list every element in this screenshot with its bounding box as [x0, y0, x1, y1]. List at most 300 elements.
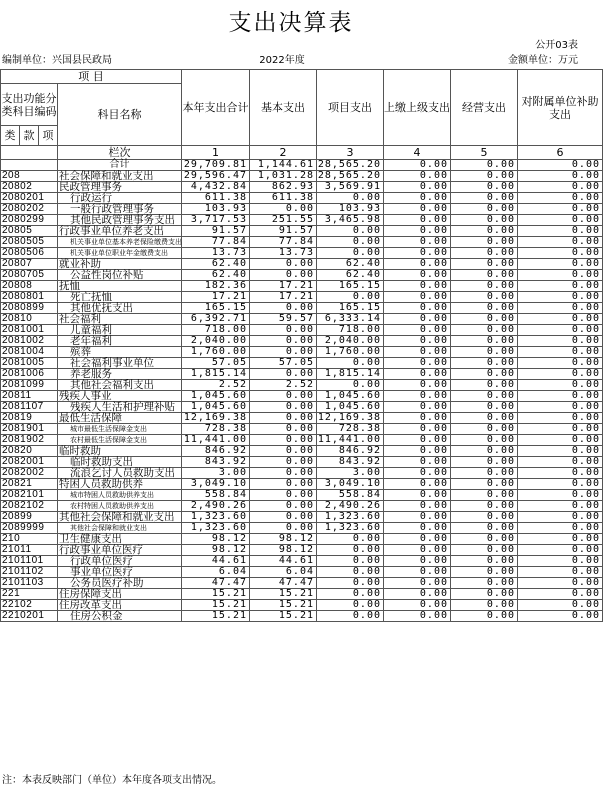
row-business: 0.00 [451, 336, 518, 347]
row-basic: 15.21 [250, 600, 317, 611]
row-name: 行政运行 [58, 193, 182, 204]
row-project: 28,565.20 [317, 171, 384, 182]
row-code: 2081099 [1, 380, 58, 391]
col-num-3: 3 [317, 146, 384, 160]
row-superior: 0.00 [384, 336, 451, 347]
row-superior: 0.00 [384, 204, 451, 215]
row-business: 0.00 [451, 545, 518, 556]
table-row [1, 237, 603, 248]
row-code: 2081902 [1, 435, 58, 446]
row-name: 养老服务 [58, 369, 182, 380]
row-code: 2081004 [1, 347, 58, 358]
row-superior: 0.00 [384, 270, 451, 281]
row-business: 0.00 [451, 457, 518, 468]
table-row [1, 171, 603, 182]
table-row [1, 380, 603, 391]
total-row [1, 160, 603, 171]
row-superior: 0.00 [384, 380, 451, 391]
row-superior: 0.00 [384, 248, 451, 259]
row-basic: 0.00 [250, 402, 317, 413]
row-project: 165.15 [317, 281, 384, 292]
row-superior: 0.00 [384, 556, 451, 567]
row-superior: 0.00 [384, 325, 451, 336]
row-code: 20899 [1, 512, 58, 523]
row-total: 91.57 [182, 226, 250, 237]
row-affiliate: 0.00 [518, 204, 603, 215]
row-superior: 0.00 [384, 457, 451, 468]
row-name: 老年福利 [58, 336, 182, 347]
row-affiliate: 0.00 [518, 226, 603, 237]
row-affiliate: 0.00 [518, 270, 603, 281]
row-business: 0.00 [451, 171, 518, 182]
row-business: 0.00 [451, 611, 518, 622]
row-superior: 0.00 [384, 578, 451, 589]
row-affiliate: 0.00 [518, 248, 603, 259]
row-code: 210 [1, 534, 58, 545]
row-total: 15.21 [182, 611, 250, 622]
row-basic: 0.00 [250, 501, 317, 512]
header-total: 本年支出合计 [182, 70, 250, 146]
row-basic: 0.00 [250, 490, 317, 501]
row-basic: 0.00 [250, 303, 317, 314]
row-total: 611.38 [182, 193, 250, 204]
row-superior: 0.00 [384, 534, 451, 545]
row-superior: 0.00 [384, 468, 451, 479]
row-code: 2089999 [1, 523, 58, 534]
row-name: 民政管理事务 [58, 182, 182, 193]
header-basic: 基本支出 [250, 70, 317, 146]
row-business: 0.00 [451, 578, 518, 589]
row-basic: 0.00 [250, 512, 317, 523]
col-num-2: 2 [250, 146, 317, 160]
row-total: 558.84 [182, 490, 250, 501]
row-name: 死亡抚恤 [58, 292, 182, 303]
header-kuan: 款 [20, 126, 39, 146]
row-basic: 0.00 [250, 457, 317, 468]
compiling-unit: 编制单位：兴国县民政局 [2, 55, 112, 66]
row-superior: 0.00 [384, 314, 451, 325]
row-code: 20805 [1, 226, 58, 237]
form-number: 公开03表 [535, 40, 578, 51]
row-name: 其他社会福利支出 [58, 380, 182, 391]
row-project: 165.15 [317, 303, 384, 314]
row-affiliate: 0.00 [518, 292, 603, 303]
row-basic: 0.00 [250, 347, 317, 358]
row-superior: 0.00 [384, 589, 451, 600]
row-superior: 0.00 [384, 281, 451, 292]
row-business: 0.00 [451, 413, 518, 424]
row-code: 20802 [1, 182, 58, 193]
row-name: 其他社会保障和就业支出 [58, 512, 182, 523]
row-name: 抚恤 [58, 281, 182, 292]
row-basic: 0.00 [250, 204, 317, 215]
row-project: 1,323.60 [317, 512, 384, 523]
table-row [1, 534, 603, 545]
row-code: 2081901 [1, 424, 58, 435]
row-total: 165.15 [182, 303, 250, 314]
row-basic: 59.57 [250, 314, 317, 325]
table-row [1, 303, 603, 314]
row-name: 殡葬 [58, 347, 182, 358]
row-business: 0.00 [451, 193, 518, 204]
row-superior: 0.00 [384, 226, 451, 237]
row-business: 0.00 [451, 380, 518, 391]
table-row [1, 347, 603, 358]
row-project: 62.40 [317, 270, 384, 281]
total-c6: 0.00 [518, 160, 603, 171]
row-total: 47.47 [182, 578, 250, 589]
row-code: 208 [1, 171, 58, 182]
row-business: 0.00 [451, 490, 518, 501]
row-project: 0.00 [317, 589, 384, 600]
header-xiang: 项 [39, 126, 58, 146]
row-affiliate: 0.00 [518, 171, 603, 182]
fiscal-year: 2022年度 [259, 55, 305, 66]
table-row [1, 435, 603, 446]
row-business: 0.00 [451, 303, 518, 314]
row-business: 0.00 [451, 435, 518, 446]
row-name: 特困人员救助供养 [58, 479, 182, 490]
row-total: 182.36 [182, 281, 250, 292]
table-row [1, 512, 603, 523]
row-code: 2080506 [1, 248, 58, 259]
row-basic: 0.00 [250, 424, 317, 435]
row-code: 2080705 [1, 270, 58, 281]
row-project: 3,049.10 [317, 479, 384, 490]
row-name: 残疾人事业 [58, 391, 182, 402]
row-name: 住房保障支出 [58, 589, 182, 600]
row-business: 0.00 [451, 391, 518, 402]
row-code: 2101101 [1, 556, 58, 567]
row-project: 0.00 [317, 237, 384, 248]
row-total: 1,045.60 [182, 391, 250, 402]
row-project: 1,815.14 [317, 369, 384, 380]
row-business: 0.00 [451, 215, 518, 226]
table-row [1, 556, 603, 567]
row-business: 0.00 [451, 556, 518, 567]
row-project: 3,465.98 [317, 215, 384, 226]
row-total: 98.12 [182, 534, 250, 545]
row-business: 0.00 [451, 204, 518, 215]
row-name: 其他社会保障和就业支出 [58, 523, 182, 534]
row-business: 0.00 [451, 534, 518, 545]
row-total: 3,717.53 [182, 215, 250, 226]
row-business: 0.00 [451, 369, 518, 380]
total-c1: 29,709.81 [182, 160, 250, 171]
row-affiliate: 0.00 [518, 259, 603, 270]
row-basic: 0.00 [250, 391, 317, 402]
row-code: 20820 [1, 446, 58, 457]
row-name: 其他民政管理事务支出 [58, 215, 182, 226]
row-superior: 0.00 [384, 259, 451, 270]
row-basic: 0.00 [250, 446, 317, 457]
row-project: 2,040.00 [317, 336, 384, 347]
row-basic: 251.55 [250, 215, 317, 226]
row-superior: 0.00 [384, 347, 451, 358]
row-affiliate: 0.00 [518, 380, 603, 391]
row-affiliate: 0.00 [518, 446, 603, 457]
row-superior: 0.00 [384, 171, 451, 182]
row-basic: 15.21 [250, 611, 317, 622]
header-item: 项 目 [1, 70, 182, 84]
row-superior: 0.00 [384, 193, 451, 204]
row-basic: 1,031.28 [250, 171, 317, 182]
row-project: 0.00 [317, 193, 384, 204]
row-code: 2082001 [1, 457, 58, 468]
row-total: 2.52 [182, 380, 250, 391]
row-name: 社会福利 [58, 314, 182, 325]
table-row [1, 479, 603, 490]
col-num-5: 5 [451, 146, 518, 160]
row-total: 77.84 [182, 237, 250, 248]
row-affiliate: 0.00 [518, 501, 603, 512]
row-code: 20808 [1, 281, 58, 292]
row-affiliate: 0.00 [518, 611, 603, 622]
row-project: 1,760.00 [317, 347, 384, 358]
row-affiliate: 0.00 [518, 325, 603, 336]
row-basic: 0.00 [250, 336, 317, 347]
row-business: 0.00 [451, 281, 518, 292]
total-c2: 1,144.61 [250, 160, 317, 171]
row-total: 1,323.60 [182, 523, 250, 534]
table-row [1, 402, 603, 413]
row-affiliate: 0.00 [518, 347, 603, 358]
row-project: 728.38 [317, 424, 384, 435]
table-row [1, 600, 603, 611]
table-row [1, 578, 603, 589]
row-code: 20819 [1, 413, 58, 424]
row-project: 0.00 [317, 567, 384, 578]
row-affiliate: 0.00 [518, 512, 603, 523]
row-project: 846.92 [317, 446, 384, 457]
row-affiliate: 0.00 [518, 336, 603, 347]
table-row [1, 358, 603, 369]
row-total: 1,323.60 [182, 512, 250, 523]
row-project: 1,045.60 [317, 391, 384, 402]
row-project: 1,045.60 [317, 402, 384, 413]
row-code: 20811 [1, 391, 58, 402]
row-basic: 0.00 [250, 479, 317, 490]
row-superior: 0.00 [384, 501, 451, 512]
row-code: 2081001 [1, 325, 58, 336]
row-project: 0.00 [317, 534, 384, 545]
row-business: 0.00 [451, 358, 518, 369]
header-lanci: 栏次 [58, 146, 182, 160]
row-superior: 0.00 [384, 215, 451, 226]
page-title: 支出决算表 [228, 10, 354, 36]
table-row [1, 567, 603, 578]
row-business: 0.00 [451, 523, 518, 534]
total-label: 合计 [58, 160, 182, 171]
row-name: 行政事业单位医疗 [58, 545, 182, 556]
header-project: 项目支出 [317, 70, 384, 146]
col-num-6: 6 [518, 146, 603, 160]
table-row [1, 248, 603, 259]
table-row [1, 182, 603, 193]
row-project: 11,441.00 [317, 435, 384, 446]
row-name: 其他优抚支出 [58, 303, 182, 314]
row-business: 0.00 [451, 589, 518, 600]
row-affiliate: 0.00 [518, 490, 603, 501]
row-business: 0.00 [451, 182, 518, 193]
table-row [1, 325, 603, 336]
row-code: 2080299 [1, 215, 58, 226]
row-total: 103.93 [182, 204, 250, 215]
total-c3: 28,565.20 [317, 160, 384, 171]
row-affiliate: 0.00 [518, 358, 603, 369]
table-row [1, 446, 603, 457]
row-superior: 0.00 [384, 424, 451, 435]
row-business: 0.00 [451, 512, 518, 523]
table-row [1, 501, 603, 512]
row-name: 一般行政管理事务 [58, 204, 182, 215]
row-project: 0.00 [317, 226, 384, 237]
row-superior: 0.00 [384, 182, 451, 193]
row-basic: 47.47 [250, 578, 317, 589]
table-row [1, 457, 603, 468]
row-code: 21011 [1, 545, 58, 556]
row-superior: 0.00 [384, 413, 451, 424]
header-func-code: 支出功能分类科目编码 [1, 84, 58, 126]
row-business: 0.00 [451, 259, 518, 270]
row-basic: 611.38 [250, 193, 317, 204]
table-row [1, 424, 603, 435]
row-project: 3.00 [317, 468, 384, 479]
row-basic: 57.05 [250, 358, 317, 369]
row-superior: 0.00 [384, 402, 451, 413]
row-total: 6.04 [182, 567, 250, 578]
table-row [1, 215, 603, 226]
row-affiliate: 0.00 [518, 369, 603, 380]
row-basic: 6.04 [250, 567, 317, 578]
row-basic: 17.21 [250, 292, 317, 303]
row-business: 0.00 [451, 314, 518, 325]
row-business: 0.00 [451, 292, 518, 303]
row-basic: 0.00 [250, 468, 317, 479]
table-row [1, 314, 603, 325]
table-row [1, 468, 603, 479]
row-affiliate: 0.00 [518, 523, 603, 534]
row-total: 3,049.10 [182, 479, 250, 490]
table-row [1, 413, 603, 424]
row-affiliate: 0.00 [518, 600, 603, 611]
row-code: 2080505 [1, 237, 58, 248]
row-project: 0.00 [317, 600, 384, 611]
total-c4: 0.00 [384, 160, 451, 171]
row-name: 农村特困人员救助供养支出 [58, 501, 182, 512]
row-affiliate: 0.00 [518, 545, 603, 556]
header-subject: 科目名称 [58, 84, 182, 146]
row-total: 57.05 [182, 358, 250, 369]
row-total: 15.21 [182, 600, 250, 611]
row-basic: 98.12 [250, 534, 317, 545]
row-affiliate: 0.00 [518, 314, 603, 325]
row-affiliate: 0.00 [518, 193, 603, 204]
row-project: 6,333.14 [317, 314, 384, 325]
row-total: 846.92 [182, 446, 250, 457]
row-code: 2101103 [1, 578, 58, 589]
row-affiliate: 0.00 [518, 534, 603, 545]
row-superior: 0.00 [384, 512, 451, 523]
row-business: 0.00 [451, 270, 518, 281]
row-total: 98.12 [182, 545, 250, 556]
table-row [1, 281, 603, 292]
row-basic: 77.84 [250, 237, 317, 248]
row-name: 流浪乞讨人员救助支出 [58, 468, 182, 479]
table-row [1, 193, 603, 204]
row-code: 20821 [1, 479, 58, 490]
row-total: 718.00 [182, 325, 250, 336]
row-basic: 0.00 [250, 369, 317, 380]
row-total: 11,441.00 [182, 435, 250, 446]
row-affiliate: 0.00 [518, 479, 603, 490]
row-superior: 0.00 [384, 358, 451, 369]
row-project: 0.00 [317, 292, 384, 303]
row-affiliate: 0.00 [518, 578, 603, 589]
row-basic: 0.00 [250, 435, 317, 446]
table-row [1, 259, 603, 270]
row-total: 1,815.14 [182, 369, 250, 380]
row-business: 0.00 [451, 479, 518, 490]
row-business: 0.00 [451, 325, 518, 336]
row-basic: 0.00 [250, 259, 317, 270]
row-project: 843.92 [317, 457, 384, 468]
row-basic: 862.93 [250, 182, 317, 193]
row-superior: 0.00 [384, 391, 451, 402]
row-basic: 15.21 [250, 589, 317, 600]
expenditure-table [0, 69, 603, 622]
row-total: 15.21 [182, 589, 250, 600]
table-row [1, 204, 603, 215]
col-num-4: 4 [384, 146, 451, 160]
row-business: 0.00 [451, 402, 518, 413]
row-project: 0.00 [317, 358, 384, 369]
row-name: 机关事业单位职业年金缴费支出 [58, 248, 182, 259]
row-total: 843.92 [182, 457, 250, 468]
row-project: 0.00 [317, 578, 384, 589]
header-superior: 上缴上级支出 [384, 70, 451, 146]
table-row [1, 391, 603, 402]
row-project: 3,569.91 [317, 182, 384, 193]
row-business: 0.00 [451, 446, 518, 457]
row-code: 2080201 [1, 193, 58, 204]
row-business: 0.00 [451, 600, 518, 611]
col-num-1: 1 [182, 146, 250, 160]
row-affiliate: 0.00 [518, 468, 603, 479]
row-affiliate: 0.00 [518, 402, 603, 413]
row-affiliate: 0.00 [518, 413, 603, 424]
row-project: 12,169.38 [317, 413, 384, 424]
row-name: 行政单位医疗 [58, 556, 182, 567]
row-name: 住房改革支出 [58, 600, 182, 611]
row-affiliate: 0.00 [518, 215, 603, 226]
row-business: 0.00 [451, 468, 518, 479]
row-project: 0.00 [317, 545, 384, 556]
table-row [1, 589, 603, 600]
table-row [1, 336, 603, 347]
row-business: 0.00 [451, 567, 518, 578]
row-name: 城市最低生活保障金支出 [58, 424, 182, 435]
row-total: 2,490.26 [182, 501, 250, 512]
row-code: 2101102 [1, 567, 58, 578]
row-basic: 0.00 [250, 413, 317, 424]
row-superior: 0.00 [384, 435, 451, 446]
row-total: 13.73 [182, 248, 250, 259]
row-name: 就业补助 [58, 259, 182, 270]
row-project: 0.00 [317, 248, 384, 259]
row-business: 0.00 [451, 501, 518, 512]
row-code: 2080202 [1, 204, 58, 215]
